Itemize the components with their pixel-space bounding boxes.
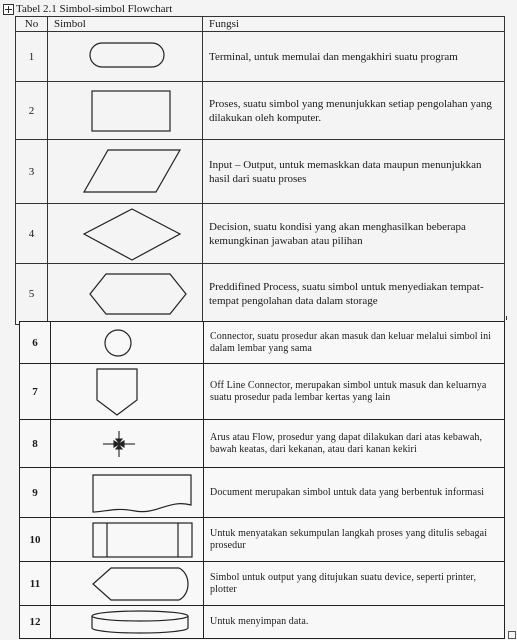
table-row <box>20 322 505 364</box>
row-number: 8 <box>20 420 51 468</box>
off-line-connector-symbol-icon <box>51 364 204 420</box>
resize-handle-icon[interactable] <box>508 631 516 639</box>
process-symbol-icon <box>48 82 203 140</box>
header-function: Fungsi <box>203 17 505 32</box>
table-row <box>16 32 505 82</box>
symbol-cell <box>48 140 203 204</box>
symbol-cell <box>51 322 204 364</box>
table-row <box>20 468 505 518</box>
function-text: Decision, suatu kondisi yang akan menghasilkan beberapa kemungkinan jawaban atau pilihan <box>203 204 505 264</box>
function-text: Simbol untuk output yang ditujukan suatu device, seperti printer, plotter <box>204 562 505 606</box>
flowchart-symbols-table-part-2 <box>19 321 505 639</box>
function-text: Off Line Connector, merupakan simbol untuk masuk dan keluarnya suatu prosedur pada lembar kertas yang lain <box>204 364 505 420</box>
header-symbol: Simbol <box>48 17 203 32</box>
input-output-symbol-icon <box>48 140 203 204</box>
function-text: Preddifined Process, suatu simbol untuk menyediakan tempat-tempat pengolahan data dalam storage <box>203 264 505 325</box>
symbol-cell <box>51 606 204 639</box>
flow-arrows-symbol-icon <box>51 420 204 468</box>
table-row <box>20 420 505 468</box>
symbol-cell <box>51 562 204 606</box>
table-gap <box>15 316 507 320</box>
symbol-cell <box>51 518 204 562</box>
document-symbol-icon <box>51 468 204 518</box>
header-no: No <box>16 17 48 32</box>
function-text: Arus atau Flow, prosedur yang dapat dilakukan dari atas kebawah, bawah keatas, dari kekanan, atau dari kanan kekiri <box>204 420 505 468</box>
caption-text: Tabel 2.1 Simbol-simbol Flowchart <box>16 3 173 15</box>
function-text: Proses, suatu simbol yang menunjukkan setiap pengolahan yang dilakukan oleh komputer. <box>203 82 505 140</box>
function-text: Connector, suatu prosedur akan masuk dan keluar melalui simbol ini dalam lembar yang sama <box>204 322 505 364</box>
table-row <box>16 204 505 264</box>
row-number: 4 <box>16 204 48 264</box>
symbol-cell <box>48 204 203 264</box>
table-header-row <box>16 17 505 32</box>
display-symbol-icon <box>51 562 204 606</box>
connector-symbol-icon <box>51 322 204 364</box>
row-number: 9 <box>20 468 51 518</box>
function-text: Untuk menyimpan data. <box>204 606 505 639</box>
predefined-procedure-symbol-icon <box>51 518 204 562</box>
row-number: 7 <box>20 364 51 420</box>
table-row <box>20 364 505 420</box>
symbol-cell <box>51 420 204 468</box>
terminal-symbol-icon <box>48 32 203 82</box>
decision-symbol-icon <box>48 204 203 264</box>
expand-icon[interactable] <box>3 4 14 15</box>
symbol-cell <box>48 32 203 82</box>
row-number: 3 <box>16 140 48 204</box>
symbol-cell <box>48 82 203 140</box>
row-number: 12 <box>20 606 51 639</box>
row-number: 6 <box>20 322 51 364</box>
function-text: Terminal, untuk memulai dan mengakhiri suatu program <box>203 32 505 82</box>
row-number: 2 <box>16 82 48 140</box>
function-text: Document merupakan simbol untuk data yang berbentuk informasi <box>204 468 505 518</box>
table-row <box>20 518 505 562</box>
table-caption <box>3 2 172 16</box>
table-row <box>16 82 505 140</box>
symbol-cell <box>51 364 204 420</box>
table-row <box>20 606 505 639</box>
flowchart-symbols-table-part-1 <box>15 16 505 325</box>
function-text: Untuk menyatakan sekumpulan langkah proses yang ditulis sebagai prosedur <box>204 518 505 562</box>
storage-symbol-icon <box>51 606 204 639</box>
row-number: 10 <box>20 518 51 562</box>
table-row <box>20 562 505 606</box>
table-row <box>16 140 505 204</box>
row-number: 11 <box>20 562 51 606</box>
row-number: 1 <box>16 32 48 82</box>
symbol-cell <box>51 468 204 518</box>
row-number: 5 <box>16 264 48 325</box>
function-text: Input – Output, untuk memaskkan data maupun menunjukkan hasil dari suatu proses <box>203 140 505 204</box>
